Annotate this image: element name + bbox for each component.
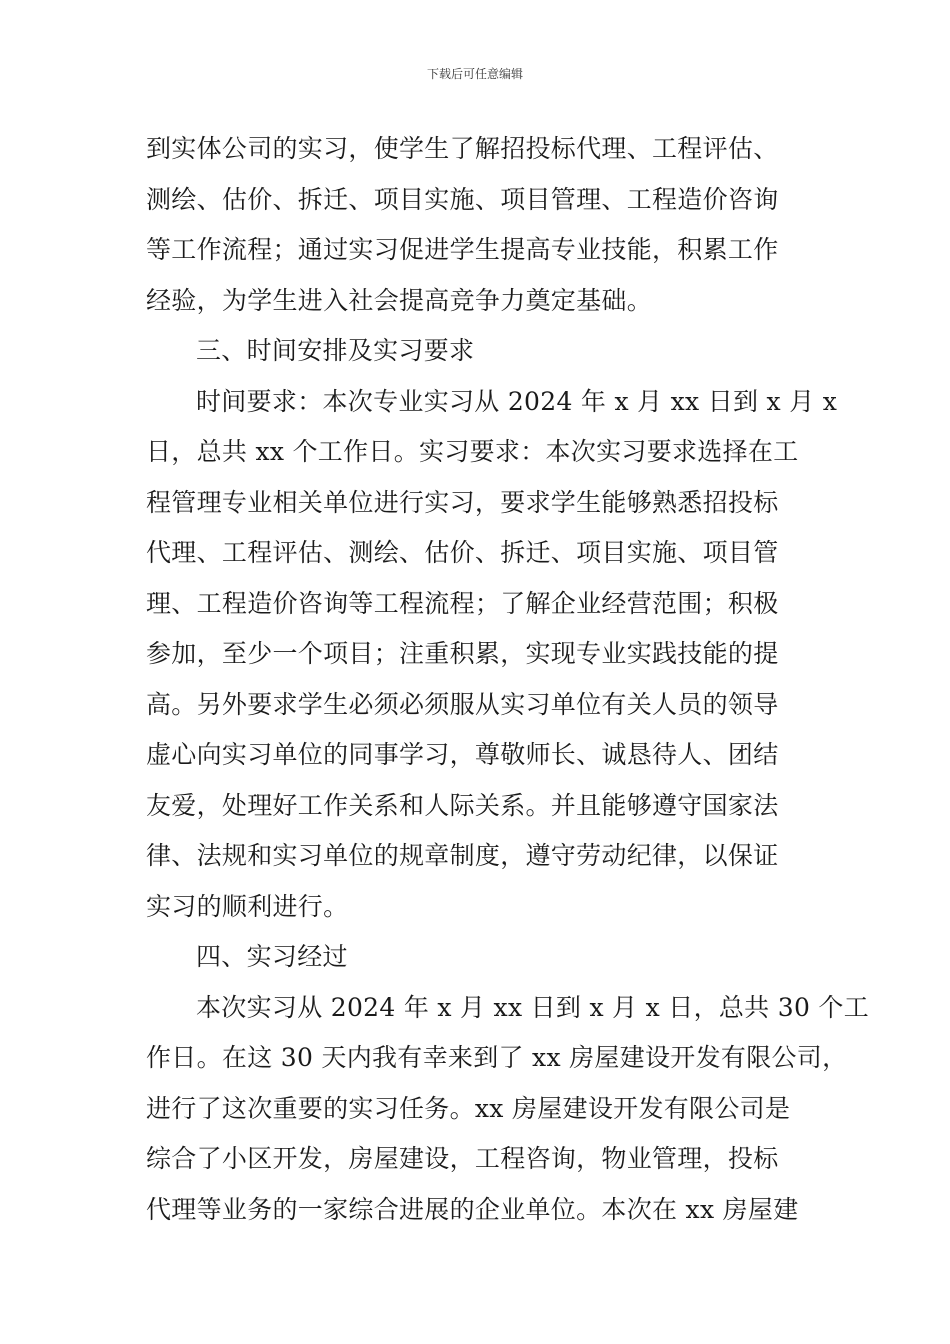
text-line: 经验，为学生进入社会提高竞争力奠定基础。	[146, 285, 653, 315]
text-line: 代理、工程评估、测绘、估价、拆迁、项目实施、项目管	[146, 538, 779, 567]
text-line: 时间要求：本次专业实习从 2024 年 x 月 xx 日到 x 月 x	[196, 386, 838, 416]
text-line: 本次实习从 2024 年 x 月 xx 日到 x 月 x 日，总共 30 个工	[196, 992, 869, 1022]
text-line: 理、工程造价咨询等工程流程；了解企业经营范围；积极	[146, 588, 779, 618]
text-line: 等工作流程；通过实习促进学生提高专业技能，积累工作	[146, 235, 779, 264]
text-line: 参加，至少一个项目；注重积累，实现专业实践技能的提	[146, 639, 779, 668]
text-line: 测绘、估价、拆迁、项目实施、项目管理、工程造价咨询	[146, 184, 779, 214]
text-line: 日，总共 xx 个工作日。实习要求：本次实习要求选择在工	[146, 437, 799, 466]
text-line: 进行了这次重要的实习任务。xx 房屋建设开发有限公司是	[146, 1093, 791, 1123]
text-line: 到实体公司的实习，使学生了解招投标代理、工程评估、	[146, 134, 779, 163]
text-line: 友爱，处理好工作关系和人际关系。并且能够遵守国家法	[146, 790, 779, 820]
text-line: 作日。在这 30 天内我有幸来到了 xx 房屋建设开发有限公司，	[146, 1043, 848, 1072]
text-line: 虚心向实习单位的同事学习，尊敬师长、诚恳待人、团结	[146, 740, 779, 769]
section-heading: 三、时间安排及实习要求	[196, 336, 475, 365]
text-line: 综合了小区开发，房屋建设，工程咨询，物业管理，投标	[146, 1144, 779, 1173]
text-line: 高。另外要求学生必须必须服从实习单位有关人员的领导	[146, 689, 779, 719]
page-header: 下载后可任意编辑	[426, 67, 523, 81]
document-body	[146, 124, 869, 1235]
section-heading: 四、实习经过	[196, 942, 348, 971]
text-line: 代理等业务的一家综合进展的企业单位。本次在 xx 房屋建	[146, 1194, 799, 1224]
text-line: 实习的顺利进行。	[146, 891, 349, 921]
text-line: 律、法规和实习单位的规章制度，遵守劳动纪律，以保证	[146, 841, 779, 870]
text-line: 程管理专业相关单位进行实习，要求学生能够熟悉招投标	[146, 487, 779, 517]
